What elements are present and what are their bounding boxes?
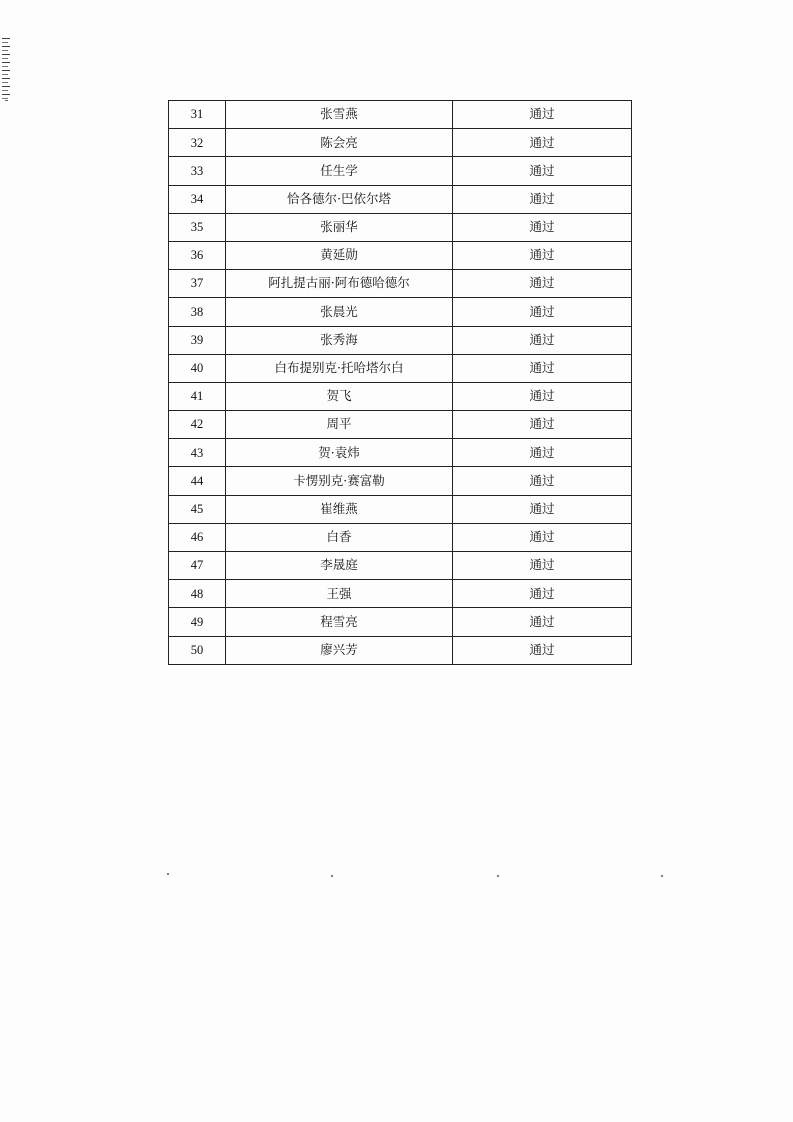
- name-cell: 白布提别克·托哈塔尔白: [226, 354, 453, 382]
- result-cell: 通过: [453, 213, 632, 241]
- row-number-cell: 39: [169, 326, 226, 354]
- name-cell: 张晨光: [226, 298, 453, 326]
- row-number-cell: 40: [169, 354, 226, 382]
- scan-edge-artifact: [2, 38, 10, 102]
- row-number-cell: 36: [169, 241, 226, 269]
- name-cell: 阿扎提古丽·阿布德哈德尔: [226, 270, 453, 298]
- row-number-cell: 38: [169, 298, 226, 326]
- result-cell: 通过: [453, 185, 632, 213]
- result-cell: 通过: [453, 298, 632, 326]
- table-row: [169, 129, 632, 157]
- table-row: [169, 213, 632, 241]
- result-cell: 通过: [453, 411, 632, 439]
- name-cell: 贺·袁炜: [226, 439, 453, 467]
- name-cell: 陈会亮: [226, 129, 453, 157]
- scan-speck: [167, 873, 169, 875]
- table-row: [169, 101, 632, 129]
- table-row: [169, 552, 632, 580]
- table-row: [169, 157, 632, 185]
- result-cell: 通过: [453, 326, 632, 354]
- result-cell: 通过: [453, 608, 632, 636]
- row-number-cell: 31: [169, 101, 226, 129]
- row-number-cell: 32: [169, 129, 226, 157]
- name-cell: 张雪燕: [226, 101, 453, 129]
- row-number-cell: 47: [169, 552, 226, 580]
- row-number-cell: 37: [169, 270, 226, 298]
- results-table: [168, 100, 632, 665]
- result-cell: 通过: [453, 129, 632, 157]
- table-row: [169, 185, 632, 213]
- row-number-cell: 49: [169, 608, 226, 636]
- name-cell: 贺飞: [226, 382, 453, 410]
- name-cell: 白香: [226, 523, 453, 551]
- name-cell: 程雪亮: [226, 608, 453, 636]
- row-number-cell: 50: [169, 636, 226, 664]
- result-cell: 通过: [453, 636, 632, 664]
- table-row: [169, 467, 632, 495]
- row-number-cell: 42: [169, 411, 226, 439]
- table-row: [169, 326, 632, 354]
- result-cell: 通过: [453, 580, 632, 608]
- name-cell: 李晟庭: [226, 552, 453, 580]
- table-row: [169, 580, 632, 608]
- result-cell: 通过: [453, 523, 632, 551]
- row-number-cell: 45: [169, 495, 226, 523]
- scan-speck: [661, 875, 663, 877]
- result-cell: 通过: [453, 354, 632, 382]
- result-cell: 通过: [453, 439, 632, 467]
- name-cell: 任生学: [226, 157, 453, 185]
- row-number-cell: 44: [169, 467, 226, 495]
- row-number-cell: 41: [169, 382, 226, 410]
- row-number-cell: 34: [169, 185, 226, 213]
- row-number-cell: 43: [169, 439, 226, 467]
- table-row: [169, 439, 632, 467]
- table-row: [169, 411, 632, 439]
- row-number-cell: 46: [169, 523, 226, 551]
- scan-speck: [5, 100, 8, 101]
- name-cell: 王强: [226, 580, 453, 608]
- table-row: [169, 354, 632, 382]
- name-cell: 恰各德尔·巴依尔塔: [226, 185, 453, 213]
- row-number-cell: 48: [169, 580, 226, 608]
- scan-speck: [331, 875, 333, 877]
- row-number-cell: 33: [169, 157, 226, 185]
- scan-speck: [497, 875, 499, 877]
- name-cell: 黄延勋: [226, 241, 453, 269]
- table-row: [169, 523, 632, 551]
- name-cell: 张丽华: [226, 213, 453, 241]
- results-table-body: [169, 101, 632, 665]
- result-cell: 通过: [453, 495, 632, 523]
- result-cell: 通过: [453, 552, 632, 580]
- result-cell: 通过: [453, 241, 632, 269]
- result-cell: 通过: [453, 467, 632, 495]
- name-cell: 崔维燕: [226, 495, 453, 523]
- result-cell: 通过: [453, 382, 632, 410]
- name-cell: 周平: [226, 411, 453, 439]
- result-cell: 通过: [453, 270, 632, 298]
- table-row: [169, 495, 632, 523]
- result-cell: 通过: [453, 101, 632, 129]
- name-cell: 卡愣别克·赛富勒: [226, 467, 453, 495]
- table-row: [169, 298, 632, 326]
- row-number-cell: 35: [169, 213, 226, 241]
- result-cell: 通过: [453, 157, 632, 185]
- table-row: [169, 608, 632, 636]
- table-row: [169, 382, 632, 410]
- table-row: [169, 636, 632, 664]
- table-row: [169, 270, 632, 298]
- name-cell: 张秀海: [226, 326, 453, 354]
- table-row: [169, 241, 632, 269]
- name-cell: 廖兴芳: [226, 636, 453, 664]
